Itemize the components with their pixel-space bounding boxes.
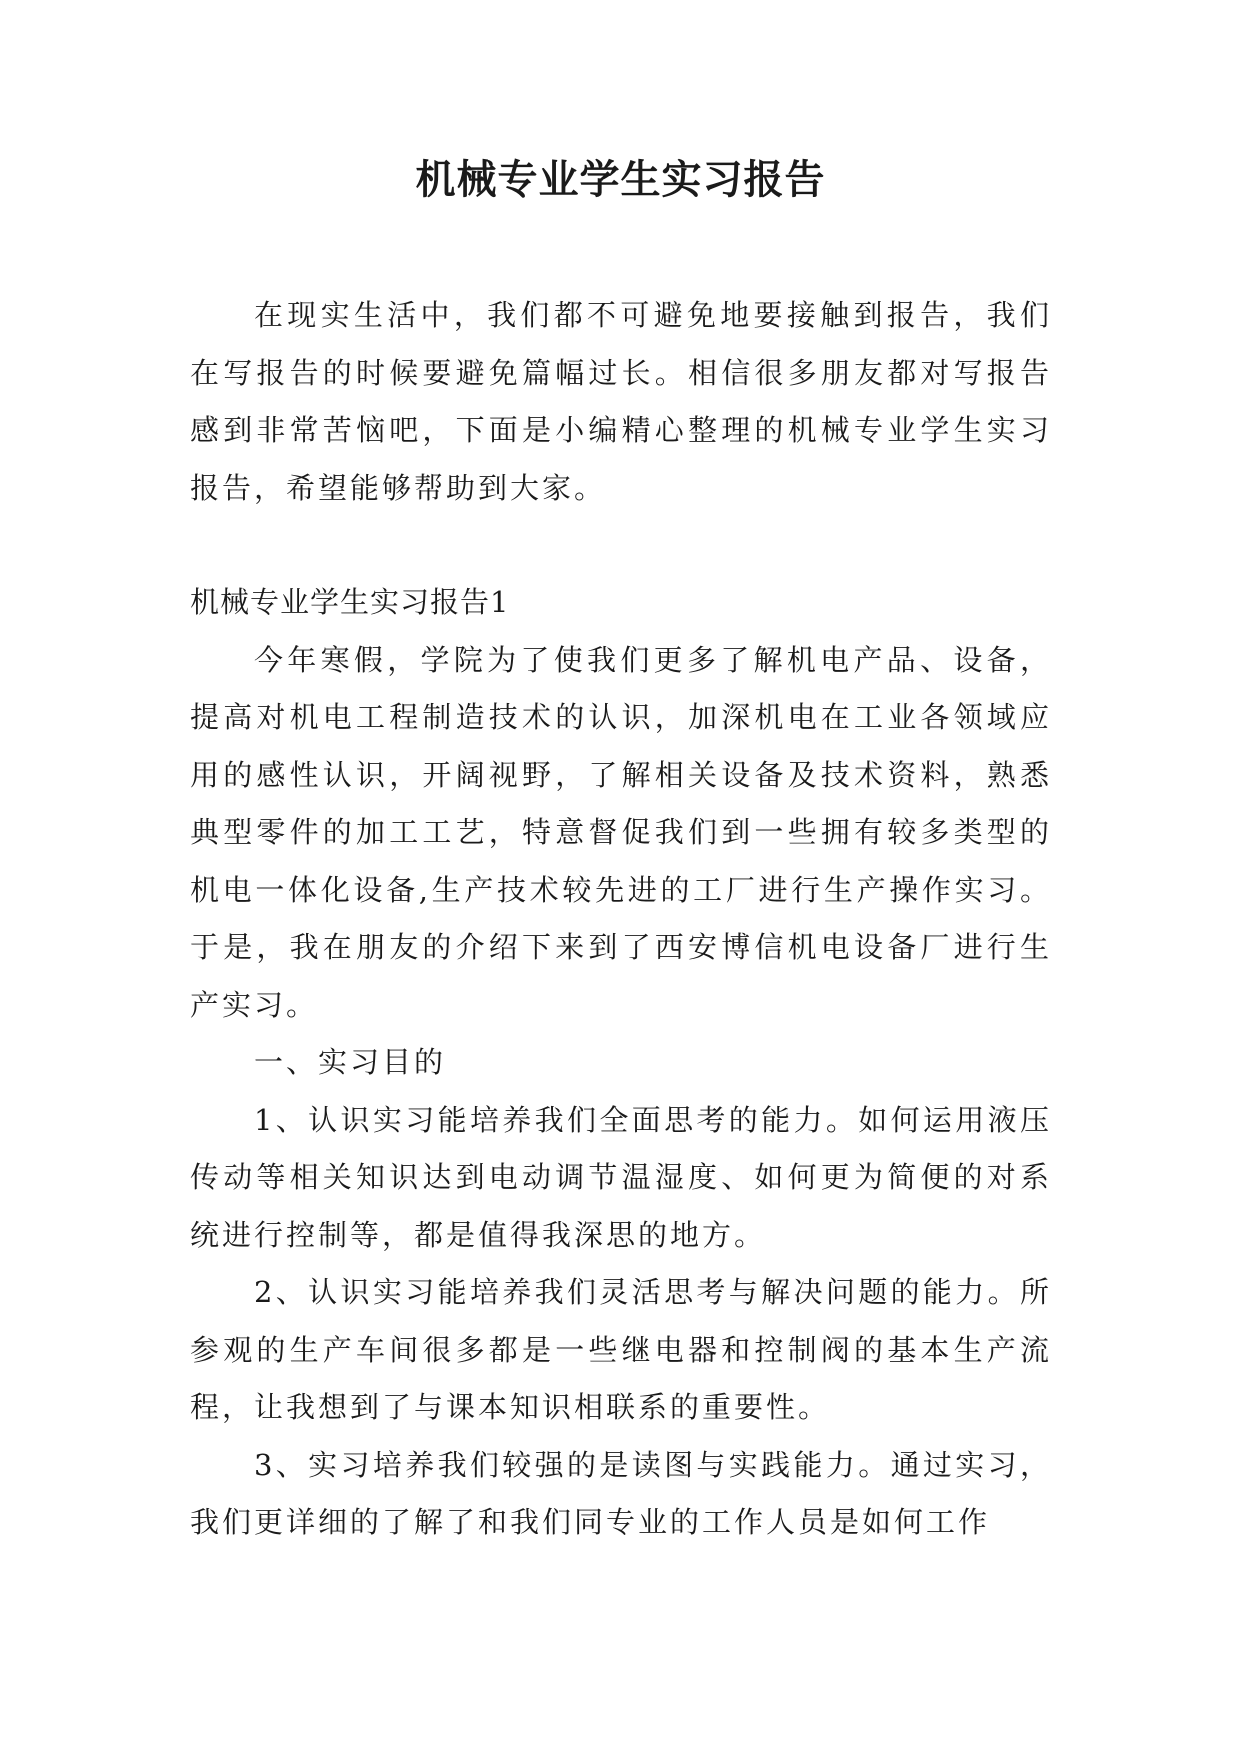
body-paragraph: 1、认识实习能培养我们全面思考的能力。如何运用液压传动等相关知识达到电动调节温湿度、如何更为简便的对系统进行控制等，都是值得我深思的地方。 — [190, 1102, 1052, 1252]
body-paragraph: 3、实习培养我们较强的是读图与实践能力。通过实习，我们更详细的了解了和我们同专业的工作人员是如何工作 — [190, 1447, 1052, 1539]
intro-paragraph: 在现实生活中，我们都不可避免地要接触到报告，我们在写报告的时候要避免篇幅过长。相信很多朋友都对写报告感到非常苦恼吧，下面是小编精心整理的机械专业学生实习报告，希望能够帮助到大家。 — [190, 298, 1052, 505]
section-heading-purpose: 一、实习目的 — [254, 1045, 447, 1079]
document-title: 机械专业学生实习报告 — [415, 156, 826, 203]
body-paragraph: 今年寒假，学院为了使我们更多了解机电产品、设备，提高对机电工程制造技术的认识，加深机电在工业各领域应用的感性认识，开阔视野，了解相关设备及技术资料，熟悉典型零件的加工工艺，特意督促我们到一些拥有较多类型的机电一体化设备,生产技术较先进的工厂进行生产操作实习。于是，我在朋友的介绍下来到了西安博信机电设备厂进行生产实习。 — [190, 642, 1052, 1022]
document-body — [190, 287, 1052, 1552]
body-paragraph: 2、认识实习能培养我们灵活思考与解决问题的能力。所参观的生产车间很多都是一些继电器和控制阀的基本生产流程，让我想到了与课本知识相联系的重要性。 — [190, 1275, 1052, 1424]
section-title: 机械专业学生实习报告1 — [190, 585, 510, 619]
